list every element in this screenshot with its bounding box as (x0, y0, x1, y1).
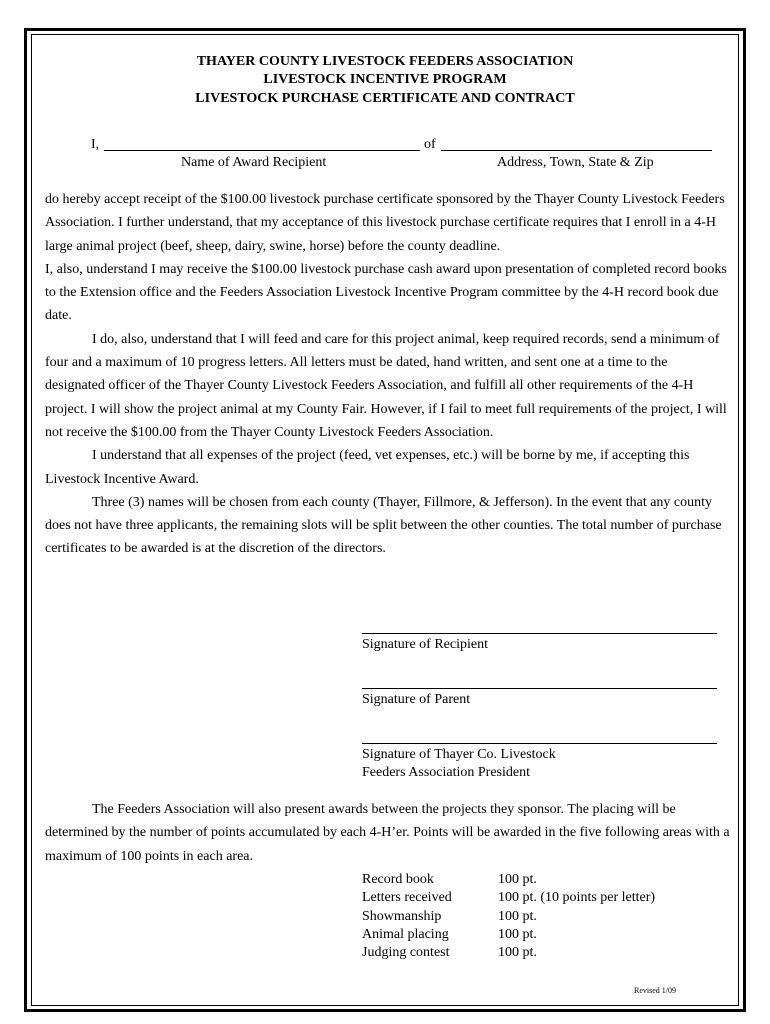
parent-signature-line[interactable] (362, 688, 717, 689)
org-title: THAYER COUNTY LIVESTOCK FEEDERS ASSOCIATION (196, 54, 574, 69)
points-area: Animal placing (362, 926, 449, 942)
points-value: 100 pt. (10 points per letter) (498, 890, 656, 906)
address-field-label: Address, Town, State & Zip (497, 155, 654, 170)
points-area: Judging contest (362, 945, 450, 961)
points-row (362, 889, 655, 907)
recipient-address-field[interactable] (441, 150, 712, 151)
document-title: LIVESTOCK PURCHASE CERTIFICATE AND CONTRACT (195, 91, 575, 106)
points-row (362, 926, 655, 944)
points-row (362, 944, 655, 962)
points-row (362, 871, 655, 889)
acceptance-paragraph: do hereby accept receipt of the $100.00 livestock purchase certificate sponsored by the Thayer County Livestock Feeders Association. I further understand, that my acceptance of this livestock purchase certificate requires that I enroll in a 4-H large animal project (beef, sheep, dairy, swine, horse) before the county deadline. (45, 192, 725, 254)
recipient-name-field[interactable] (104, 150, 420, 151)
points-value: 100 pt. (498, 908, 537, 924)
recipient-signature-line[interactable] (362, 633, 717, 634)
expenses-paragraph: I understand that all expenses of the project (feed, vet expenses, etc.) will be borne by me, if accepting this Livestock Incentive Award. (45, 448, 690, 487)
points-value: 100 pt. (498, 945, 537, 961)
of-label: of (424, 137, 436, 152)
points-area: Showmanship (362, 908, 442, 924)
name-field-label: Name of Award Recipient (181, 155, 327, 170)
points-value: 100 pt. (498, 926, 537, 942)
recipient-signature-label: Signature of Recipient (362, 637, 488, 652)
recipient-prefix: I, (91, 137, 100, 152)
awards-paragraph: The Feeders Association will also present awards between the projects they sponsor. The placing will be determined by the number of points accumulated by each 4-H’er. Points will be awarded in the five following areas with a maximum of 100 points in each area. (45, 802, 730, 864)
points-area: Letters received (362, 890, 452, 906)
president-signature-label-1: Signature of Thayer Co. Livestock (362, 747, 556, 762)
points-value: 100 pt. (498, 872, 537, 887)
president-signature-label-2: Feeders Association President (362, 765, 530, 780)
revision-note: Revised 1/09 (634, 986, 676, 995)
care-requirements-paragraph: I do, also, understand that I will feed and care for this project animal, keep required records, send a minimum of four and a maximum of 10 progress letters. All letters must be dated, hand written, and sent one at a time to the designated officer of the Thayer County Livestock Feeders Association, and fulfill all other requirements of the 4-H project. I will show the project animal at my County Fair. However, if I fail to meet full requirements of the project, I will not receive the $100.00 from the Thayer County Livestock Feeders Association. (45, 331, 727, 440)
selection-paragraph: Three (3) names will be chosen from each county (Thayer, Fillmore, & Jefferson). In the event that any county does not have three applicants, the remaining slots will be split between the other counties. The total number of purchase certificates to be awarded is at the discretion of the directors. (45, 494, 722, 557)
program-title: LIVESTOCK INCENTIVE PROGRAM (263, 72, 507, 87)
points-area: Record book (362, 872, 434, 887)
parent-signature-label: Signature of Parent (362, 692, 471, 707)
contract-body (45, 188, 730, 561)
president-signature-line[interactable] (362, 743, 717, 744)
cash-award-paragraph: I, also, understand I may receive the $100.00 livestock purchase cash award upon presentation of completed record books to the Extension office and the Feeders Association Livestock Incentive Program committee by the 4-H record book due date. (45, 261, 727, 324)
points-table (362, 871, 655, 962)
points-row (362, 908, 655, 926)
awards-section (45, 798, 730, 868)
